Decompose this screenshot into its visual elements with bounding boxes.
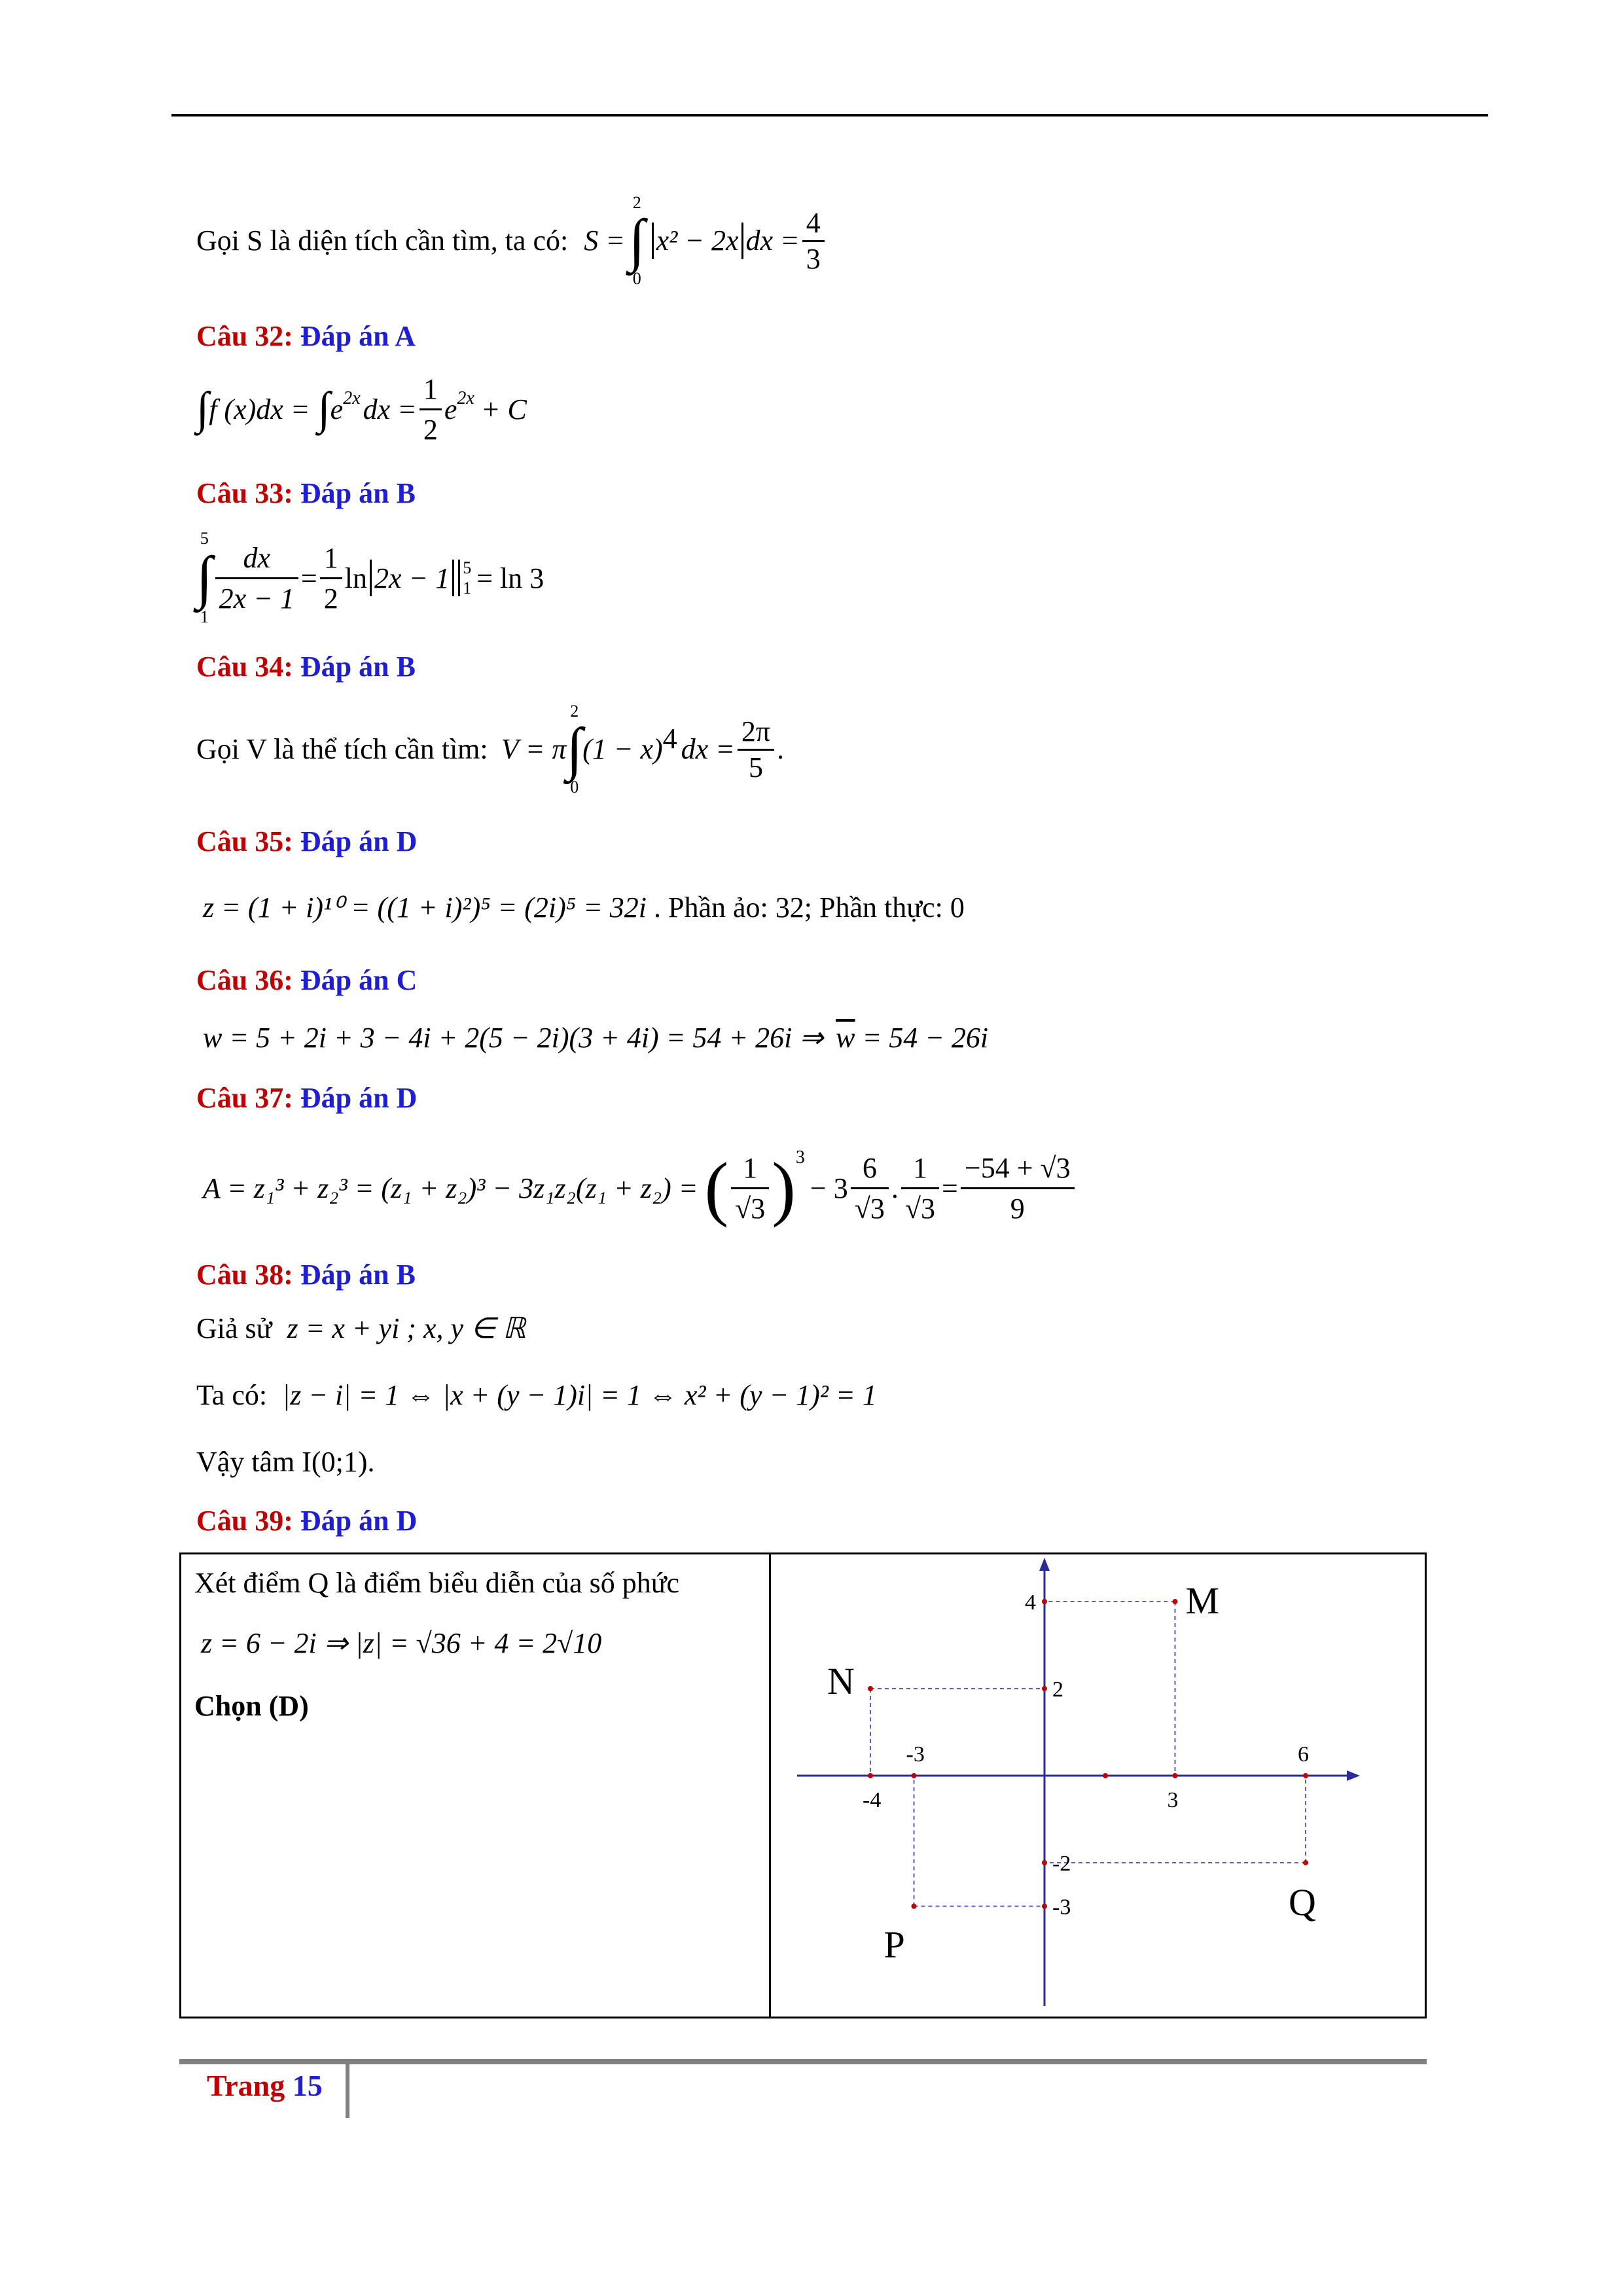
int-lower-limit: 0 — [570, 778, 579, 797]
int-lower-limit: 1 — [200, 607, 209, 626]
q32-exp2: 2x — [457, 388, 474, 408]
question-35-line — [203, 893, 965, 922]
x-foot-N — [868, 1773, 873, 1778]
q36-rest: = 54 − 26i — [862, 1022, 989, 1054]
x-foot-Q — [1303, 1773, 1308, 1778]
answer-label: Đáp án D — [300, 1505, 418, 1537]
q32-exp: 2x — [343, 388, 361, 408]
point-Q — [1303, 1860, 1308, 1865]
x-axis-mark — [1103, 1773, 1108, 1778]
question-label: Câu 32: — [196, 320, 293, 352]
q33-half — [320, 541, 342, 615]
frac-num: 1 — [901, 1151, 939, 1189]
answer-label: Đáp án B — [300, 477, 416, 509]
y-tick-label: 2 — [1052, 1677, 1063, 1702]
frac-den: 2 — [423, 413, 438, 446]
q33-eq: = — [300, 562, 317, 594]
point-M — [1173, 1599, 1178, 1604]
q38-text1: Giả sử — [196, 1312, 272, 1344]
footer-vbar — [346, 2062, 349, 2118]
q38-math2: |z − i| = 1 ⇔ |x + (y − 1)i| = 1 ⇔ x² + (y − 1)² = 1 — [282, 1379, 877, 1411]
paren-right: ) — [772, 1147, 796, 1228]
answer-label: Đáp án C — [300, 964, 418, 996]
y-foot-M — [1042, 1599, 1047, 1604]
q37-eq: = — [942, 1172, 958, 1204]
footer-number: 15 — [292, 2069, 323, 2102]
q32-e: e — [330, 393, 344, 425]
question-label: Câu 39: — [196, 1505, 293, 1537]
q37-lhs: A = z₁³ + z₂³ = (z₁ + z₂)³ − 3z₁z₂(z₁ + z₂) = — [203, 1172, 698, 1204]
q32-dx: dx = — [363, 393, 417, 425]
frac-den: √3 — [735, 1192, 766, 1225]
q34-integral — [566, 703, 582, 796]
question-label: Câu 36: — [196, 964, 293, 996]
question-33-heading — [196, 476, 416, 510]
answer-label: Đáp án A — [300, 320, 416, 352]
point-label-Q: Q — [1289, 1881, 1316, 1924]
question-label: Câu 38: — [196, 1259, 293, 1291]
frac-num: 1 — [419, 372, 442, 410]
q34-dot: . — [777, 733, 785, 765]
q38-line1 — [196, 1314, 526, 1343]
question-label: Câu 33: — [196, 477, 293, 509]
question-36-heading — [196, 963, 417, 997]
q33-eval-limits — [463, 558, 471, 598]
frac-den: 9 — [1010, 1192, 1025, 1225]
abs-bar-right — [741, 223, 743, 259]
question-32-heading — [196, 319, 416, 353]
frac-den: 2 — [323, 582, 338, 615]
point-label-P: P — [883, 1923, 905, 1966]
q39-choice: Chọn (D) — [194, 1690, 309, 1722]
q37-result — [961, 1151, 1075, 1225]
x-tick-label: 6 — [1298, 1742, 1309, 1767]
question-37-heading — [196, 1081, 417, 1115]
q37-frac2 — [901, 1151, 939, 1225]
y-axis-arrow — [1039, 1558, 1050, 1571]
intro-text: Gọi S là diện tích cần tìm, ta có: — [196, 224, 569, 257]
q34-text: Gọi V là thể tích cần tìm: — [196, 733, 488, 765]
frac-num: −54 + √3 — [961, 1151, 1075, 1189]
q34-fraction — [738, 717, 774, 782]
q35-formula: z = (1 + i)¹⁰ = ((1 + i)²)⁵ = (2i)⁵ = 32i — [203, 891, 647, 924]
frac-den: 3 — [806, 242, 821, 275]
int-lower-limit: 0 — [632, 269, 641, 288]
x-axis-arrow — [1347, 1770, 1360, 1781]
y-tick-label: 4 — [1025, 1590, 1036, 1615]
point-N — [868, 1686, 873, 1691]
q39-formula: z = 6 − 2i ⇒ |z| = √36 + 4 = 2√10 — [201, 1627, 602, 1659]
intro-integral — [629, 194, 645, 287]
point-label-M: M — [1185, 1579, 1220, 1622]
frac-num: 4 — [802, 209, 825, 242]
q38-math1: z = x + yi ; x, y ∈ ℝ — [287, 1312, 526, 1344]
footer-page — [207, 2068, 323, 2103]
frac-num: 1 — [320, 541, 342, 579]
q36-wbar: $\overline{w}$ — [836, 1022, 855, 1054]
x-tick-label: -3 — [906, 1742, 925, 1767]
q34-power: 4 — [662, 723, 677, 755]
q32-lhs: f (x)dx = — [209, 393, 310, 425]
abs-bar-right — [452, 560, 454, 596]
question-34-line — [196, 700, 784, 798]
frac-den: √3 — [854, 1192, 885, 1225]
integral-sign: ∫ — [196, 384, 209, 434]
frac-num: dx — [215, 541, 298, 579]
complex-plane-chart — [771, 1554, 1425, 2017]
y-foot-Q — [1042, 1860, 1047, 1865]
q39-text: Xét điểm Q là điểm biểu diễn của số phức — [194, 1567, 680, 1599]
q37-frac1 — [851, 1151, 889, 1225]
q37-power: 3 — [795, 1147, 805, 1168]
q32-const: + C — [480, 393, 527, 425]
frac-den: √3 — [904, 1192, 936, 1225]
answer-label: Đáp án B — [300, 1259, 416, 1291]
question-label: Câu 35: — [196, 825, 293, 857]
answer-label: Đáp án B — [300, 651, 416, 683]
abs-bar-left — [370, 560, 372, 596]
answer-label: Đáp án D — [300, 825, 418, 857]
y-foot-P — [1042, 1904, 1047, 1909]
eval-upper: 5 — [463, 558, 472, 577]
int-upper-limit: 2 — [570, 702, 579, 721]
q32-e2: e — [444, 393, 457, 425]
question-32-formula — [196, 370, 527, 448]
frac-num: 1 — [731, 1151, 769, 1189]
header-rule — [171, 114, 1488, 117]
eval-lower: 1 — [463, 579, 472, 598]
frac-num: 6 — [851, 1151, 889, 1189]
q34-lhs: V = π — [501, 733, 567, 765]
q33-fraction — [215, 541, 298, 615]
integral-sign: ∫ — [317, 384, 330, 434]
int-upper-limit: 5 — [200, 529, 209, 548]
question-label: Câu 34: — [196, 651, 293, 683]
q34-dx: dx = — [681, 733, 735, 765]
question-34-heading — [196, 650, 416, 683]
q38-line2 — [196, 1381, 877, 1410]
x-tick-label: 3 — [1167, 1788, 1179, 1812]
question-35-heading — [196, 825, 417, 858]
question-36-formula — [203, 1021, 988, 1054]
integral-sign: ∫ — [628, 208, 645, 273]
eval-bar — [458, 560, 460, 596]
frac-den: 5 — [749, 751, 763, 783]
question-label: Câu 37: — [196, 1082, 293, 1114]
point-label-N: N — [827, 1660, 855, 1702]
x-tick-label: -4 — [863, 1788, 882, 1812]
x-foot-P — [912, 1773, 917, 1778]
footer-label: Trang — [207, 2069, 285, 2102]
q33-integral — [196, 529, 213, 627]
q33-abs-content: 2x − 1 — [374, 562, 450, 594]
int-upper-limit: 2 — [632, 193, 641, 212]
q37-paren-fraction — [731, 1151, 769, 1225]
q37-dot: . — [891, 1172, 899, 1204]
integral-sign: ∫ — [566, 717, 583, 781]
footer-rule — [179, 2059, 1427, 2064]
q38-text2: Ta có: — [196, 1379, 268, 1411]
question-37-formula — [203, 1139, 1077, 1237]
frac-den: 2x − 1 — [219, 582, 294, 615]
q38-line3: Vậy tâm I(0;1). — [196, 1446, 375, 1478]
question-33-formula — [196, 529, 544, 627]
intro-formula-s: S = — [584, 224, 625, 257]
abs-bar-left — [652, 223, 654, 259]
y-tick-label: -2 — [1052, 1852, 1071, 1876]
x-foot-M — [1173, 1773, 1178, 1778]
q32-fraction — [419, 372, 442, 446]
y-foot-N — [1042, 1686, 1047, 1691]
y-tick-label: -3 — [1052, 1895, 1071, 1920]
integral-sign: ∫ — [196, 545, 213, 610]
q33-ln: ln — [344, 562, 367, 594]
question-39-heading — [196, 1504, 417, 1537]
answer-label: Đáp án D — [300, 1082, 418, 1114]
q34-integrand: (1 − x) — [582, 733, 663, 765]
q36-formula: w = 5 + 2i + 3 − 4i + 2(5 − 2i)(3 + 4i) = 54 + 26i ⇒ — [203, 1022, 824, 1054]
paren-left: ( — [704, 1147, 729, 1228]
intro-integrand: x² − 2x — [656, 224, 739, 257]
question-38-heading — [196, 1258, 416, 1291]
q39-table — [179, 1552, 1427, 2018]
intro-fraction — [802, 206, 825, 275]
q37-minus3: − 3 — [810, 1172, 848, 1204]
point-P — [912, 1904, 917, 1909]
frac-num: 2π — [738, 717, 774, 751]
intro-dx: dx = — [745, 224, 800, 257]
q33-result: = ln 3 — [476, 562, 544, 594]
intro-line — [196, 195, 827, 287]
q35-text: . Phần ảo: 32; Phần thực: 0 — [654, 891, 965, 924]
